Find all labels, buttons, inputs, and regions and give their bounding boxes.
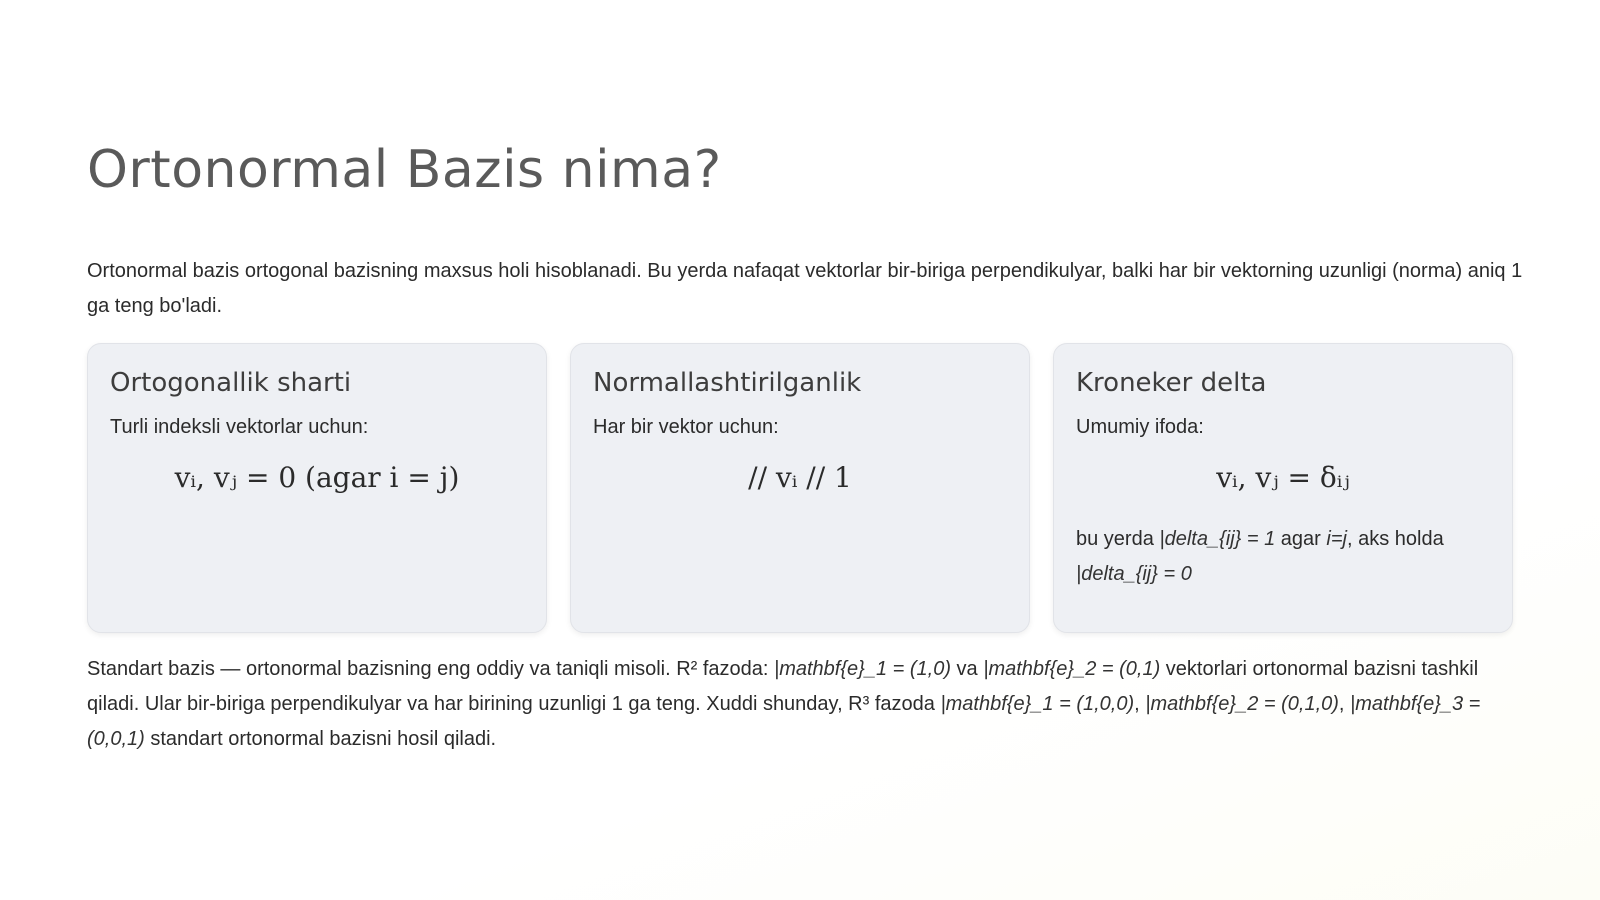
note-math: |delta_{ij} = 1 <box>1159 528 1276 550</box>
kronecker-note <box>1076 522 1490 592</box>
footer-text: , <box>1338 693 1351 715</box>
standard-basis-paragraph <box>87 652 1527 757</box>
card-title: Ortogonallik sharti <box>110 368 352 398</box>
card-normalization <box>570 343 1030 633</box>
kronecker-formula: vᵢ, vⱼ = δᵢⱼ <box>1216 461 1350 494</box>
footer-text: , <box>1134 693 1146 715</box>
orthogonality-formula: vᵢ, vⱼ = 0 (agar i = j) <box>174 461 460 494</box>
note-text: , aks holda <box>1346 528 1444 550</box>
note-text: bu yerda <box>1076 528 1160 550</box>
page-title: Ortonormal Bazis nima? <box>87 140 722 200</box>
card-orthogonality <box>87 343 547 633</box>
normalization-formula: // vᵢ // 1 <box>748 461 852 494</box>
footer-text: vektorlari ortonormal bazisni tashkil qiladi. Ular bir-biriga perpendikulyar va har birining uzunligi 1 ga teng. Xuddi shunday, R³ fazoda <box>87 658 1479 715</box>
footer-math: |mathbf{e}_1 = (1,0) <box>774 658 951 680</box>
note-math: |delta_{ij} = 0 <box>1076 563 1192 585</box>
note-text: agar <box>1275 528 1327 550</box>
footer-text: standart ortonormal bazisni hosil qiladi. <box>144 728 497 750</box>
footer-text: Standart bazis — ortonormal bazisning eng oddiy va taniqli misoli. R² fazoda: <box>87 658 775 680</box>
intro-paragraph: Ortonormal bazis ortogonal bazisning maxsus holi hisoblanadi. Bu yerda nafaqat vektorlar bir-biriga perpendikulyar, balki har bir vektorning uzunligi (norma) aniq 1 ga teng bo'ladi. <box>87 260 1523 317</box>
footer-math: |mathbf{e}_2 = (0,1,0) <box>1145 693 1339 715</box>
card-title: Kroneker delta <box>1076 368 1267 398</box>
card-row <box>87 343 1513 633</box>
card-text: Umumiy ifoda: <box>1076 416 1204 438</box>
card-text: Har bir vektor uchun: <box>593 416 779 438</box>
footer-math: |mathbf{e}_1 = (1,0,0) <box>940 693 1135 715</box>
note-math: i=j <box>1326 528 1347 550</box>
footer-math: |mathbf{e}_3 = (0,0,1) <box>87 693 1481 750</box>
footer-text: va <box>951 658 984 680</box>
footer-math: |mathbf{e}_2 = (0,1) <box>983 658 1161 680</box>
card-kronecker-delta <box>1053 343 1513 633</box>
card-title: Normallashtirilganlik <box>593 368 862 398</box>
card-text: Turli indeksli vektorlar uchun: <box>110 416 369 438</box>
